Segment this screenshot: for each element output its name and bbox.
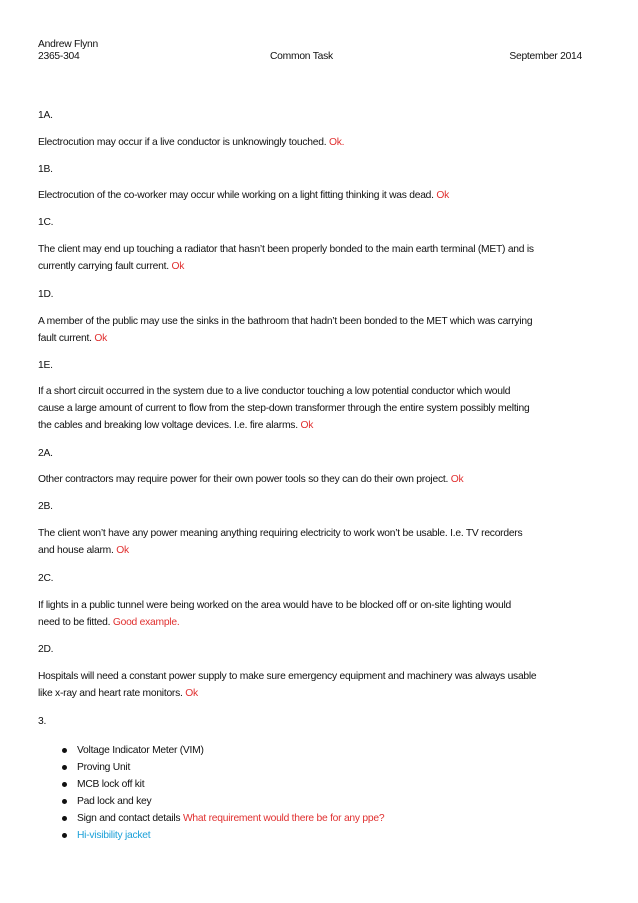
list-item: [62, 795, 384, 812]
bullet-icon: [62, 782, 67, 787]
answer-line: [38, 616, 179, 629]
marker-remark: Ok: [116, 545, 129, 556]
question-label-3: 3.: [38, 716, 47, 727]
answer-text: currently carrying fault current.: [38, 261, 169, 272]
marker-remark: Good example.: [112, 617, 180, 628]
answer-text: Hospitals will need a constant power supply to make sure emergency equipment and machinery was always usable: [38, 671, 537, 682]
question-label-2b: 2B.: [38, 501, 53, 512]
answer-text: fault current.: [38, 333, 92, 344]
question-label-2a: 2A.: [38, 448, 53, 459]
answer-line: [38, 189, 449, 202]
list-item: [62, 761, 384, 778]
answer-text: need to be fitted.: [38, 617, 111, 628]
marker-remark: Ok: [300, 420, 314, 431]
marker-remark: Ok: [436, 190, 450, 201]
marker-remark: Ok: [185, 688, 198, 699]
marker-remark: Ok: [94, 333, 108, 344]
answer-text: The client won’t have any power meaning anything requiring electricity to work won’t be usable. I.e. TV recorders: [38, 528, 523, 539]
answer-text: like x-ray and heart rate monitors.: [38, 688, 183, 699]
answer-text: Electrocution may occur if a live conductor is unknowingly touched.: [38, 137, 327, 148]
date: September 2014: [509, 51, 582, 62]
answer-text: If lights in a public tunnel were being worked on the area would have to be blocked off or on-site lighting would: [38, 600, 511, 611]
answer-text: and house alarm.: [38, 545, 114, 556]
marker-added-item: Hi-visibility jacket: [77, 830, 151, 841]
answer-line: [38, 473, 463, 486]
list-item-text: MCB lock off kit: [77, 779, 145, 790]
question-label-1c: 1C.: [38, 217, 54, 228]
marker-remark: What requirement would there be for any ppe?: [182, 813, 385, 824]
answer-text: If a short circuit occurred in the system due to a live conductor touching a low potential conductor which would: [38, 386, 511, 397]
answer-text: A member of the public may use the sinks in the bathroom that hadn’t been bonded to the MET which was carrying: [38, 316, 533, 327]
marker-remark: Ok: [450, 474, 464, 485]
list-item: [62, 829, 384, 846]
question-label-2d: 2D.: [38, 644, 54, 655]
unit-code: 2365-304: [38, 51, 80, 62]
question-label-1e: 1E.: [38, 360, 53, 371]
answer-line: [38, 332, 107, 345]
bullet-icon: [62, 765, 67, 770]
list-item-text: Proving Unit: [77, 762, 131, 773]
bullet-icon: [62, 833, 67, 838]
answer-text: cause a large amount of current to flow from the step-down transformer through the entire system possibly melting: [38, 403, 530, 414]
question-label-2c: 2C.: [38, 573, 54, 584]
marker-remark: Ok: [171, 261, 185, 272]
answer-line: [38, 419, 313, 432]
bullet-icon: [62, 816, 67, 821]
answer-line: [38, 687, 198, 700]
list-item-text: Voltage Indicator Meter (VIM): [77, 745, 204, 756]
answer-line: [38, 544, 129, 557]
author-name: Andrew Flynn: [38, 39, 98, 50]
question-label-1a: 1A.: [38, 110, 53, 121]
list-item: [62, 744, 384, 761]
bullet-icon: [62, 799, 67, 804]
answer-text: The client may end up touching a radiator that hasn’t been properly bonded to the main earth terminal (MET) and is: [38, 244, 534, 255]
bullet-icon: [62, 748, 67, 753]
question-label-1b: 1B.: [38, 164, 53, 175]
equipment-list: [62, 744, 384, 846]
list-item: [62, 812, 384, 829]
list-item-text: Sign and contact details: [77, 813, 181, 824]
answer-text: Other contractors may require power for their own power tools so they can do their own project.: [38, 474, 449, 485]
answer-line: [38, 136, 344, 149]
list-item: [62, 778, 384, 795]
header-row: [38, 51, 582, 64]
marker-remark: Ok.: [328, 137, 345, 148]
task-title: Common Task: [270, 51, 333, 62]
list-item-text: Pad lock and key: [77, 796, 152, 807]
answer-line: [38, 260, 184, 273]
answer-text: the cables and breaking low voltage devices. I.e. fire alarms.: [38, 420, 298, 431]
question-label-1d: 1D.: [38, 289, 54, 300]
answer-text: Electrocution of the co-worker may occur while working on a light fitting thinking it was dead.: [38, 190, 434, 201]
